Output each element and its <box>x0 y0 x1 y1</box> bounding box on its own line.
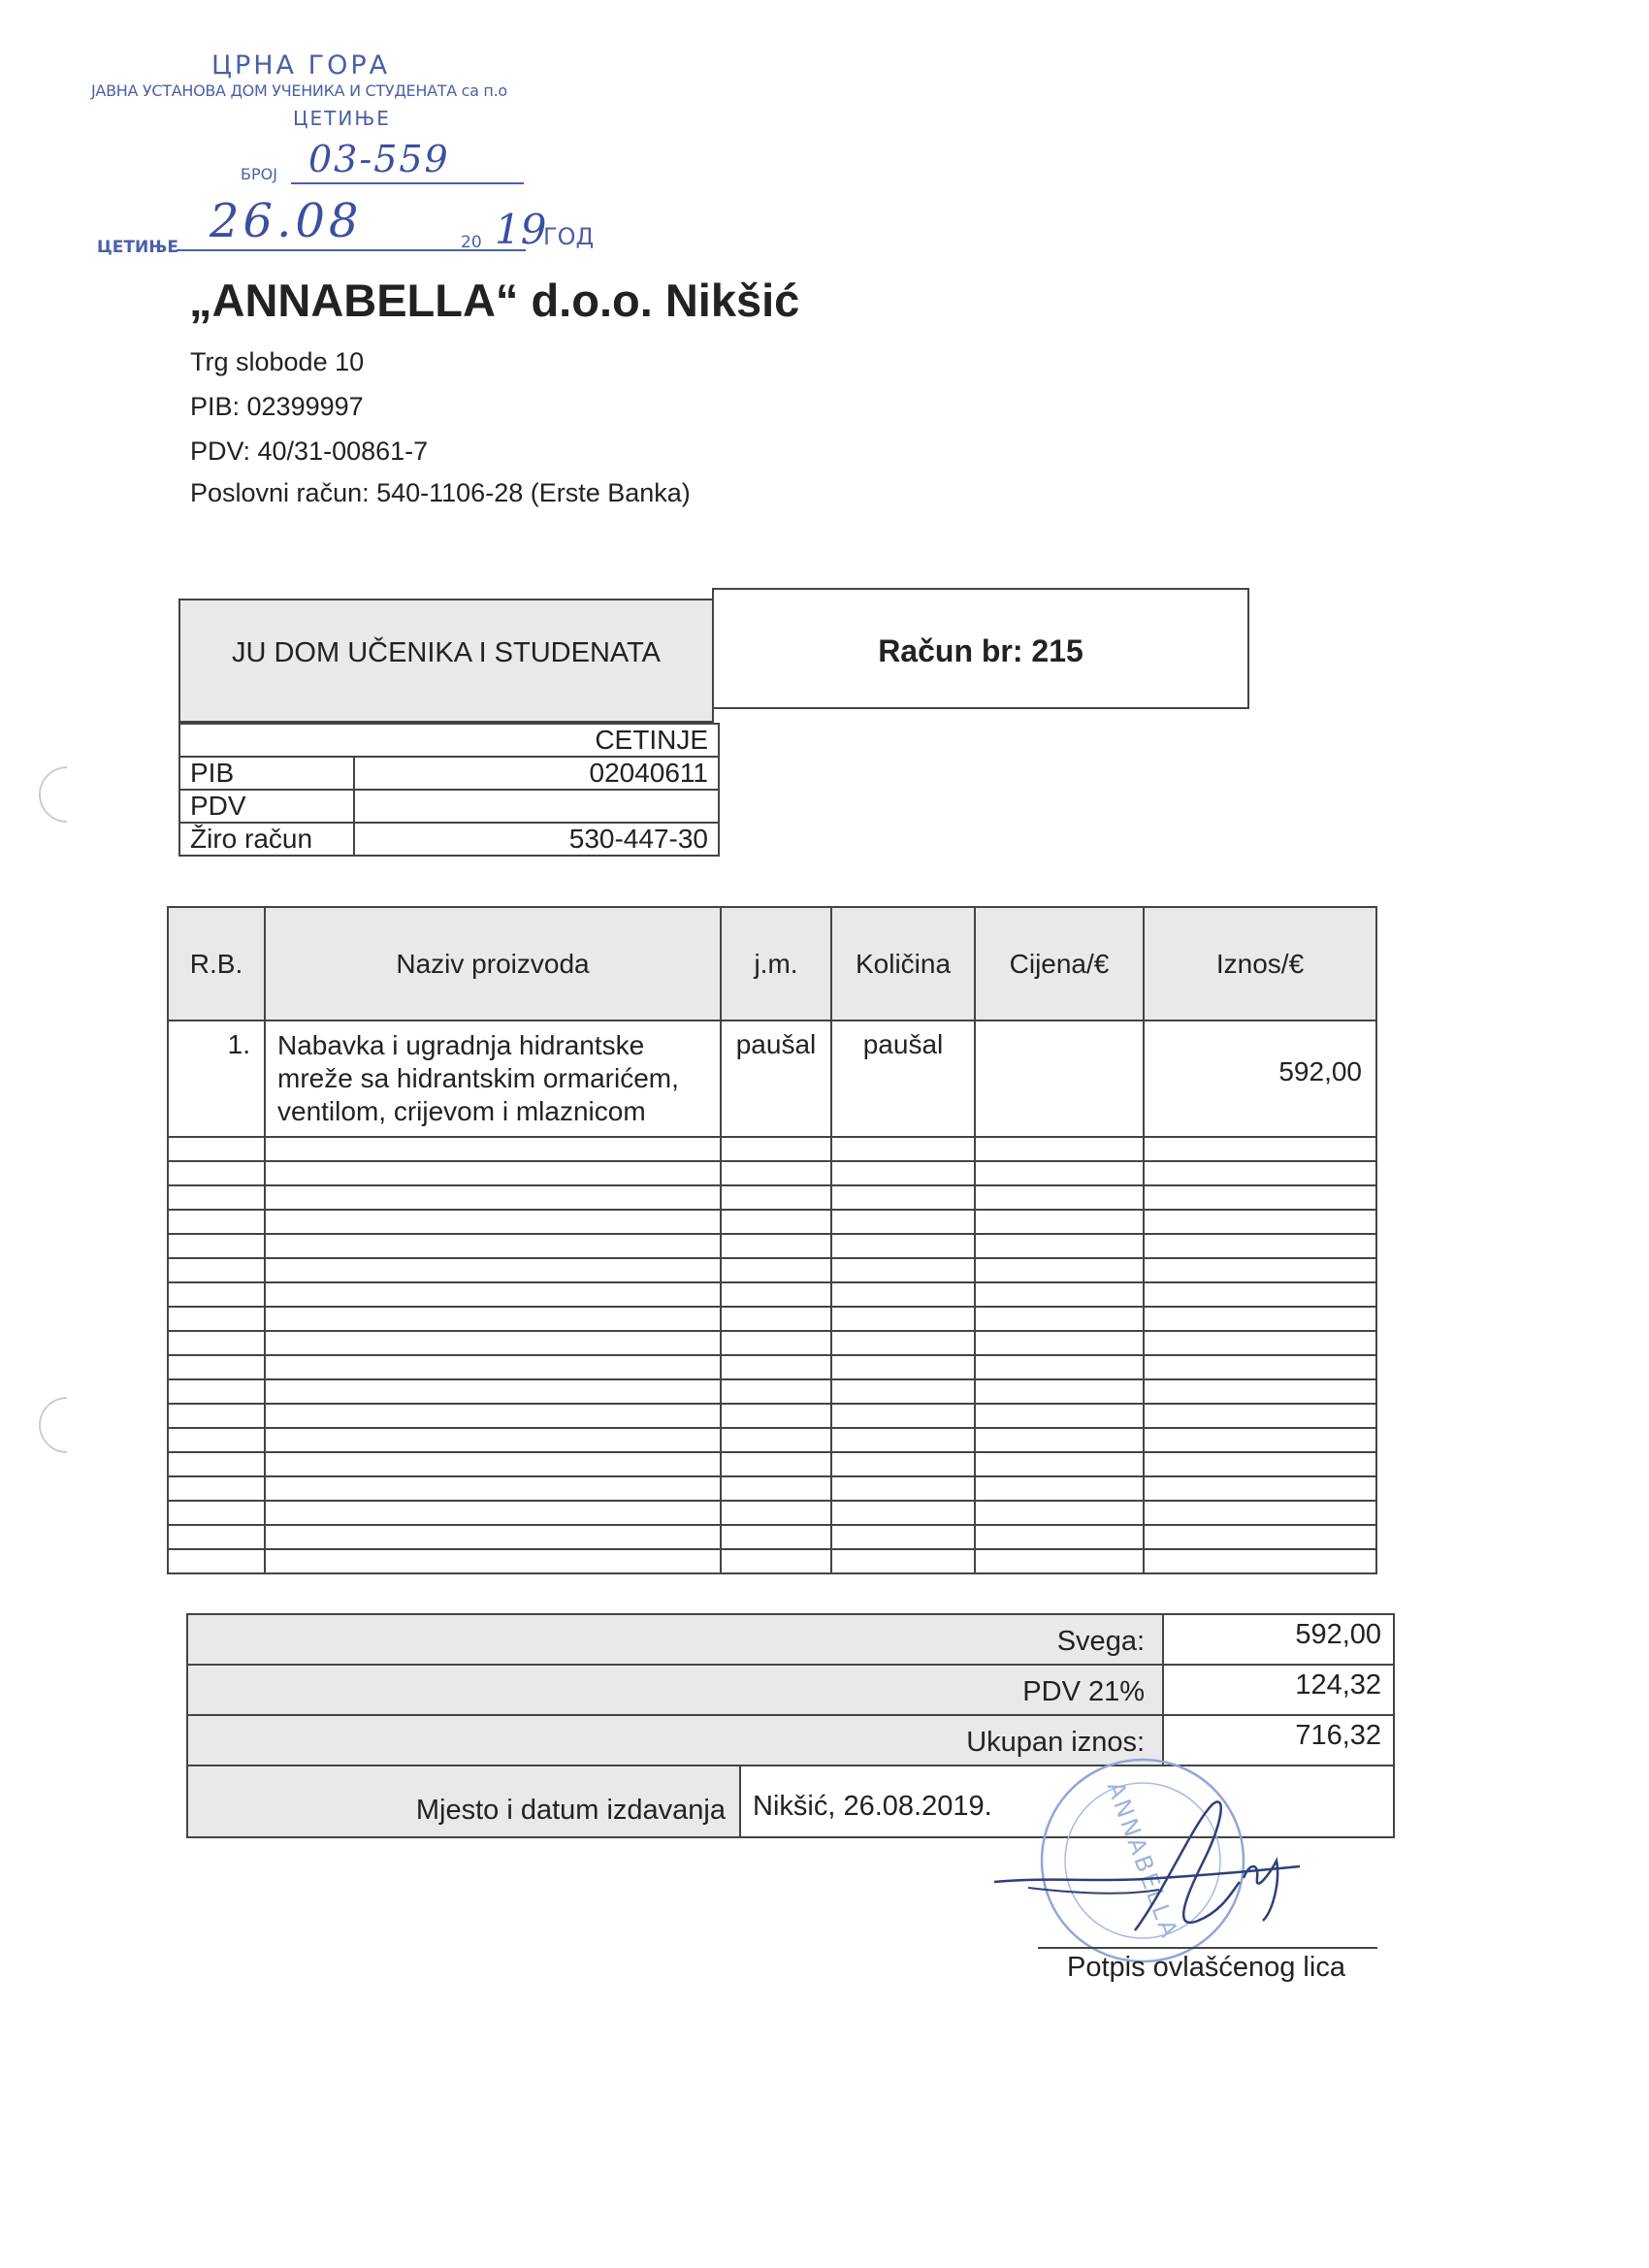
header-unit: j.m. <box>721 907 831 1021</box>
seal-text: ANNABELLA <box>1101 1777 1184 1944</box>
signature-scribble <box>989 1785 1310 1950</box>
header-name: Naziv proizvoda <box>265 907 721 1021</box>
punch-hole-mark <box>27 1385 107 1465</box>
seller-pib: PIB: 02399997 <box>190 392 364 421</box>
stamp-number-label: БРОЈ <box>241 165 277 183</box>
seller-account: Poslovni račun: 540-1106-28 (Erste Banka) <box>190 478 691 507</box>
stamp-city: ЦЕТИЊЕ <box>293 107 391 130</box>
item-name-line: ventilom, crijevom i mlaznicom <box>277 1096 646 1126</box>
buyer-pib-value: 02040611 <box>354 757 719 790</box>
empty-row <box>168 1258 1376 1282</box>
item-rb: 1. <box>168 1021 265 1137</box>
header-amount: Iznos/€ <box>1144 907 1376 1021</box>
header-price: Cijena/€ <box>975 907 1144 1021</box>
item-name <box>265 1021 721 1137</box>
stamp-year-prefix: 20 <box>461 233 482 252</box>
buyer-account-label: Žiro račun <box>179 823 354 856</box>
empty-row <box>168 1331 1376 1355</box>
stamp-institution: ЈАВНА УСТАНОВА ДОМ УЧЕНИКА И СТУДЕНАТА са п.о <box>91 81 507 100</box>
invoice-number-box <box>712 588 1249 709</box>
empty-row <box>168 1525 1376 1549</box>
table-row <box>168 1021 1376 1137</box>
items-table <box>167 906 1377 1574</box>
registration-stamp <box>87 39 595 262</box>
empty-row <box>168 1355 1376 1379</box>
punch-hole-mark <box>27 755 107 834</box>
buyer-account-value: 530-447-30 <box>354 823 719 856</box>
stamp-year-suffix: ГОД <box>543 223 595 250</box>
empty-row <box>168 1185 1376 1210</box>
item-amount: 592,00 <box>1144 1021 1376 1137</box>
empty-row <box>168 1307 1376 1331</box>
total-label: Ukupan iznos: <box>187 1715 1163 1766</box>
empty-row <box>168 1234 1376 1258</box>
item-qty: paušal <box>831 1021 975 1137</box>
signature-stroke <box>1135 1801 1240 1930</box>
place-date-value: Nikšić, 26.08.2019. <box>740 1766 1394 1837</box>
subtotal-label: Svega: <box>187 1614 1163 1665</box>
buyer-details-table <box>178 723 720 857</box>
empty-row <box>168 1549 1376 1573</box>
stamp-number-value: 03-559 <box>308 138 450 180</box>
stamp-year-value: 19 <box>495 206 547 253</box>
stamp-number-underline <box>291 182 524 184</box>
header-qty: Količina <box>831 907 975 1021</box>
item-name-line: Nabavka i ugradnja hidrantske <box>277 1030 645 1060</box>
vat-value: 124,32 <box>1163 1665 1394 1715</box>
vat-label: PDV 21% <box>187 1665 1163 1715</box>
stamp-date-value: 26.08 <box>210 194 363 248</box>
signature-stroke <box>994 1866 1300 1882</box>
empty-row <box>168 1161 1376 1185</box>
signature-line <box>1038 1947 1377 1949</box>
seller-name: „ANNABELLA“ d.o.o. Nikšić <box>189 275 800 326</box>
place-date-label: Mjesto i datum izdavanja <box>187 1766 740 1837</box>
buyer-pdv-label: PDV <box>179 790 354 823</box>
buyer-pdv-value <box>354 790 719 823</box>
item-unit: paušal <box>721 1021 831 1137</box>
seller-pdv: PDV: 40/31-00861-7 <box>190 437 429 466</box>
empty-row <box>168 1428 1376 1452</box>
total-value: 716,32 <box>1163 1715 1394 1766</box>
empty-row <box>168 1210 1376 1234</box>
empty-row <box>168 1452 1376 1476</box>
buyer-pib-label: PIB <box>179 757 354 790</box>
empty-row <box>168 1404 1376 1428</box>
buyer-name: JU DOM UČENIKA I STUDENATA <box>231 637 662 668</box>
empty-row <box>168 1379 1376 1404</box>
header-rb: R.B. <box>168 907 265 1021</box>
invoice-number: Račun br: 215 <box>878 633 1083 668</box>
stamp-country: ЦРНА ГОРА <box>211 50 391 81</box>
buyer-city: CETINJE <box>179 724 719 757</box>
buyer-box <box>178 599 714 723</box>
stamp-place-label: ЦЕТИЊЕ <box>97 238 179 257</box>
item-price <box>975 1021 1144 1137</box>
empty-row <box>168 1137 1376 1161</box>
empty-row <box>168 1282 1376 1307</box>
signature-stroke <box>1028 1888 1159 1894</box>
empty-row <box>168 1501 1376 1525</box>
subtotal-value: 592,00 <box>1163 1614 1394 1665</box>
seller-address: Trg slobode 10 <box>190 347 365 376</box>
signature-label: Potpis ovlašćenog lica <box>1067 1952 1345 1983</box>
item-name-line: mreže sa hidrantskim ormarićem, <box>277 1063 679 1093</box>
empty-row <box>168 1476 1376 1501</box>
